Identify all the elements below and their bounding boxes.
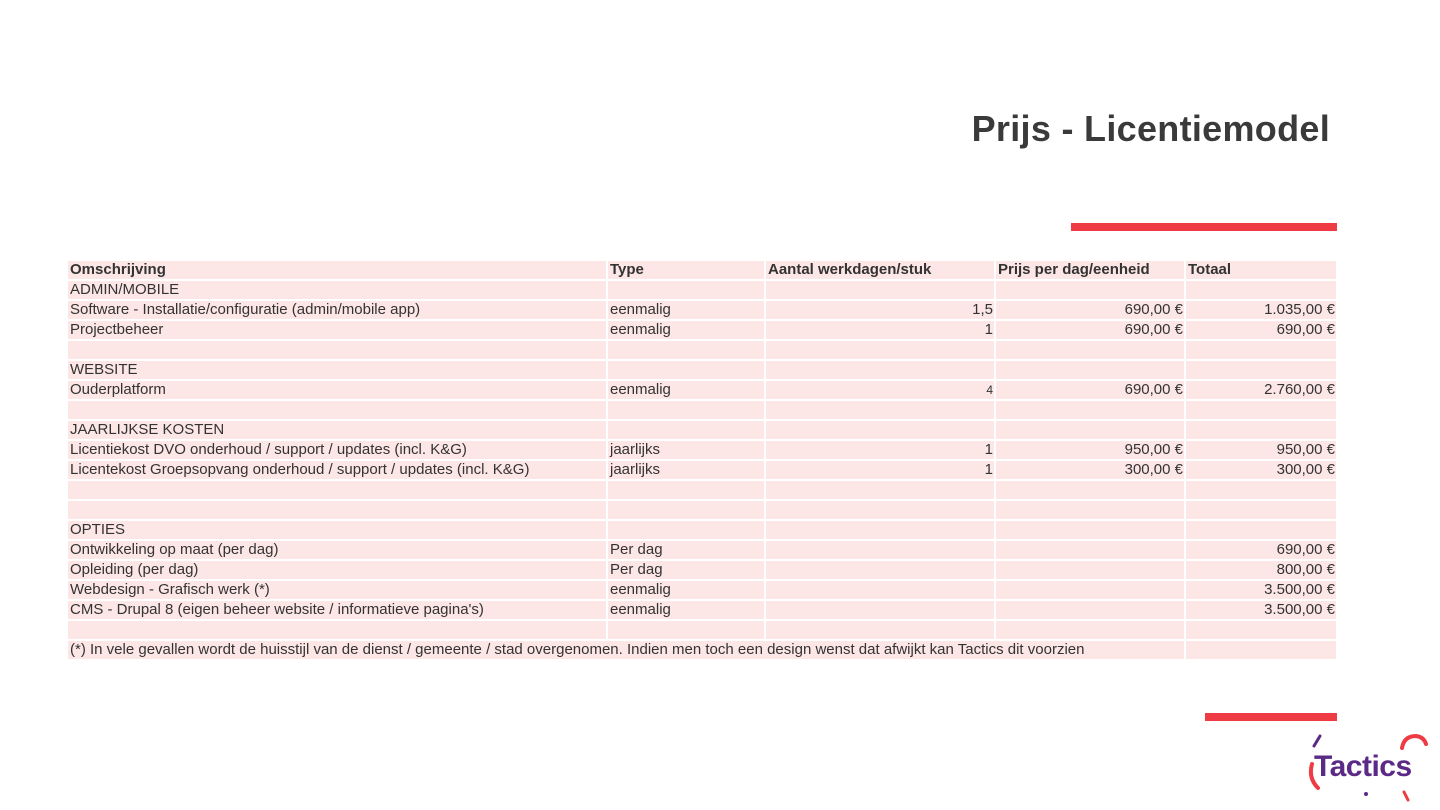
row-quantity: 1 (765, 440, 995, 460)
table-row (68, 440, 1337, 460)
row-price (995, 520, 1185, 540)
row-type (607, 400, 765, 420)
row-price: 300,00 € (995, 460, 1185, 480)
row-price (995, 580, 1185, 600)
row-price: 690,00 € (995, 380, 1185, 400)
footnote-row (68, 640, 1337, 660)
row-quantity (765, 340, 995, 360)
row-total: 2.760,00 € (1185, 380, 1337, 400)
table-row (68, 280, 1337, 300)
row-price (995, 280, 1185, 300)
row-total (1185, 280, 1337, 300)
footnote: (*) In vele gevallen wordt de huisstijl van de dienst / gemeente / stad overgenomen. Indien men toch een design wenst dat afwijkt kan Tactics dit voorzien (68, 640, 1185, 660)
row-type (607, 280, 765, 300)
row-description: Software - Installatie/configuratie (admin/mobile app) (68, 300, 607, 320)
row-type: eenmalig (607, 580, 765, 600)
row-total: 300,00 € (1185, 460, 1337, 480)
row-quantity (765, 540, 995, 560)
row-quantity (765, 620, 995, 640)
row-total: 3.500,00 € (1185, 580, 1337, 600)
table-row (68, 420, 1337, 440)
page-title: Prijs - Licentiemodel (971, 108, 1330, 149)
tactics-logo (1298, 734, 1430, 804)
row-type (607, 520, 765, 540)
header-type: Type (607, 261, 765, 280)
accent-bar-top (1071, 223, 1337, 231)
row-description: JAARLIJKSE KOSTEN (68, 420, 607, 440)
row-quantity (765, 500, 995, 520)
row-total: 800,00 € (1185, 560, 1337, 580)
table-row (68, 340, 1337, 360)
table-row (68, 500, 1337, 520)
row-description: Projectbeheer (68, 320, 607, 340)
row-type (607, 360, 765, 380)
table-row (68, 360, 1337, 380)
row-type: Per dag (607, 540, 765, 560)
row-price (995, 340, 1185, 360)
row-type: eenmalig (607, 380, 765, 400)
row-type: eenmalig (607, 300, 765, 320)
row-price (995, 620, 1185, 640)
row-price (995, 560, 1185, 580)
table-row (68, 400, 1337, 420)
table-row (68, 620, 1337, 640)
table-row (68, 480, 1337, 500)
row-type (607, 620, 765, 640)
header-aantal: Aantal werkdagen/stuk (765, 261, 995, 280)
row-quantity (765, 280, 995, 300)
row-description: Opleiding (per dag) (68, 560, 607, 580)
row-type: Per dag (607, 560, 765, 580)
row-price: 690,00 € (995, 320, 1185, 340)
row-description: Ouderplatform (68, 380, 607, 400)
row-price (995, 480, 1185, 500)
table-header-row (68, 261, 1337, 280)
row-type: jaarlijks (607, 460, 765, 480)
row-description: CMS - Drupal 8 (eigen beheer website / informatieve pagina's) (68, 600, 607, 620)
row-quantity (765, 520, 995, 540)
row-price (995, 540, 1185, 560)
row-type (607, 420, 765, 440)
row-description: Licentekost Groepsopvang onderhoud / support / updates (incl. K&G) (68, 460, 607, 480)
accent-bar-bottom (1205, 713, 1337, 721)
row-quantity (765, 420, 995, 440)
row-description: OPTIES (68, 520, 607, 540)
row-type: eenmalig (607, 600, 765, 620)
header-prijs: Prijs per dag/eenheid (995, 261, 1185, 280)
row-total (1185, 520, 1337, 540)
row-description (68, 620, 607, 640)
table-row (68, 460, 1337, 480)
row-description: Webdesign - Grafisch werk (*) (68, 580, 607, 600)
row-type: jaarlijks (607, 440, 765, 460)
row-price (995, 360, 1185, 380)
row-total: 690,00 € (1185, 320, 1337, 340)
row-description (68, 500, 607, 520)
footnote-empty-cell (1185, 640, 1337, 660)
row-quantity: 1 (765, 460, 995, 480)
row-total: 950,00 € (1185, 440, 1337, 460)
row-total: 1.035,00 € (1185, 300, 1337, 320)
row-description (68, 340, 607, 360)
table-row (68, 560, 1337, 580)
table-row (68, 540, 1337, 560)
row-total (1185, 480, 1337, 500)
pricing-table (68, 261, 1338, 661)
row-total: 3.500,00 € (1185, 600, 1337, 620)
row-type (607, 500, 765, 520)
row-quantity: 4 (765, 380, 995, 400)
row-description: ADMIN/MOBILE (68, 280, 607, 300)
row-type (607, 480, 765, 500)
row-price: 690,00 € (995, 300, 1185, 320)
row-quantity: 1 (765, 320, 995, 340)
row-quantity (765, 360, 995, 380)
row-description: Ontwikkeling op maat (per dag) (68, 540, 607, 560)
row-quantity (765, 580, 995, 600)
row-price (995, 420, 1185, 440)
table-row (68, 580, 1337, 600)
table-row (68, 520, 1337, 540)
logo-text: Tactics (1314, 750, 1412, 783)
row-quantity (765, 560, 995, 580)
row-quantity: 1,5 (765, 300, 995, 320)
row-total (1185, 420, 1337, 440)
header-omschrijving: Omschrijving (68, 261, 607, 280)
table-row (68, 300, 1337, 320)
row-price (995, 400, 1185, 420)
row-total (1185, 340, 1337, 360)
row-description: WEBSITE (68, 360, 607, 380)
row-quantity (765, 600, 995, 620)
row-quantity (765, 480, 995, 500)
row-type (607, 340, 765, 360)
row-total (1185, 620, 1337, 640)
row-price: 950,00 € (995, 440, 1185, 460)
row-price (995, 500, 1185, 520)
row-total (1185, 360, 1337, 380)
row-type: eenmalig (607, 320, 765, 340)
row-price (995, 600, 1185, 620)
table-row (68, 380, 1337, 400)
row-total (1185, 400, 1337, 420)
row-description (68, 400, 607, 420)
row-total: 690,00 € (1185, 540, 1337, 560)
row-total (1185, 500, 1337, 520)
table-row (68, 320, 1337, 340)
table-row (68, 600, 1337, 620)
row-description: Licentiekost DVO onderhoud / support / updates (incl. K&G) (68, 440, 607, 460)
header-totaal: Totaal (1185, 261, 1337, 280)
row-description (68, 480, 607, 500)
row-quantity (765, 400, 995, 420)
